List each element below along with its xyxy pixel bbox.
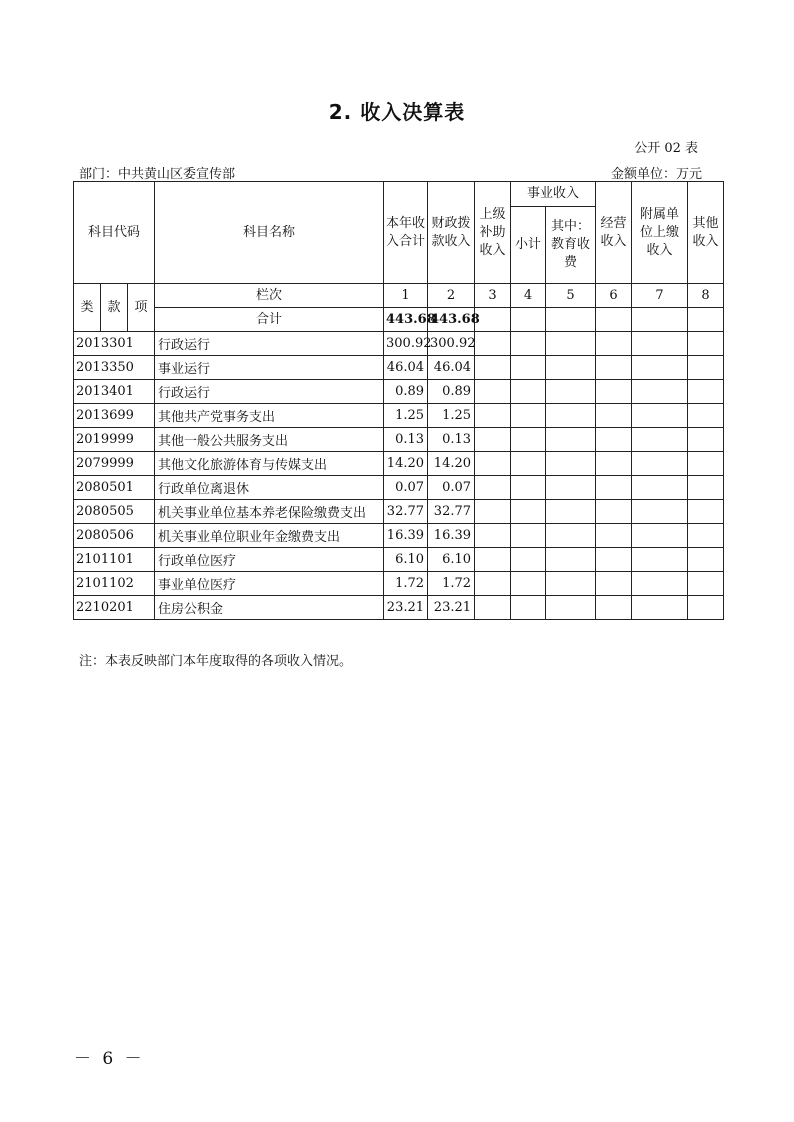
header-lanci: 栏次 <box>155 284 384 308</box>
table-row <box>74 500 724 524</box>
row-c1: 46.04 <box>384 356 428 380</box>
empty-cell <box>475 332 511 356</box>
empty-cell <box>511 476 546 500</box>
table-row <box>74 572 724 596</box>
row-c1: 0.13 <box>384 428 428 452</box>
empty-cell <box>632 332 688 356</box>
row-code: 2080505 <box>74 500 155 524</box>
empty-cell <box>688 476 724 500</box>
row-code: 2013350 <box>74 356 155 380</box>
empty-cell <box>475 428 511 452</box>
header-lei: 类 <box>74 284 101 332</box>
empty-cell <box>511 572 546 596</box>
empty-cell <box>475 308 511 332</box>
row-name: 行政单位离退休 <box>155 476 384 500</box>
empty-cell <box>596 356 632 380</box>
empty-cell <box>475 380 511 404</box>
table-row <box>74 524 724 548</box>
empty-cell <box>475 548 511 572</box>
empty-cell <box>632 308 688 332</box>
unit-label: 金额单位：万元 <box>610 167 702 182</box>
empty-cell <box>511 524 546 548</box>
empty-cell <box>596 428 632 452</box>
empty-cell <box>546 428 596 452</box>
empty-cell <box>475 404 511 428</box>
empty-cell <box>688 500 724 524</box>
table-row <box>74 332 724 356</box>
empty-cell <box>596 524 632 548</box>
row-c2: 32.77 <box>428 500 475 524</box>
row-code: 2101101 <box>74 548 155 572</box>
row-c1: 1.72 <box>384 572 428 596</box>
header-code: 科目代码 <box>74 182 155 284</box>
empty-cell <box>632 524 688 548</box>
empty-cell <box>632 428 688 452</box>
empty-cell <box>475 596 511 620</box>
empty-cell <box>546 596 596 620</box>
empty-cell <box>688 524 724 548</box>
department-label: 部门：中共黄山区委宣传部 <box>79 167 236 182</box>
header-c3: 上级补助收入 <box>475 182 511 284</box>
empty-cell <box>511 332 546 356</box>
row-name: 行政运行 <box>155 380 384 404</box>
empty-cell <box>688 572 724 596</box>
empty-cell <box>511 356 546 380</box>
empty-cell <box>688 332 724 356</box>
table-row <box>74 404 724 428</box>
row-code: 2210201 <box>74 596 155 620</box>
row-c2: 6.10 <box>428 548 475 572</box>
table-row <box>74 452 724 476</box>
form-number: 公开 02 表 <box>634 141 698 156</box>
column-number: 6 <box>596 284 632 308</box>
empty-cell <box>475 572 511 596</box>
row-code: 2013699 <box>74 404 155 428</box>
total-row <box>74 308 724 332</box>
column-number: 8 <box>688 284 724 308</box>
empty-cell <box>632 356 688 380</box>
header-c1: 本年收入合计 <box>384 182 428 284</box>
empty-cell <box>688 404 724 428</box>
row-c2: 1.72 <box>428 572 475 596</box>
total-c2: 443.68 <box>428 308 475 332</box>
table-note: 注：本表反映部门本年度取得的各项收入情况。 <box>79 654 353 669</box>
header-c8: 其他收入 <box>688 182 724 284</box>
row-c2: 0.89 <box>428 380 475 404</box>
empty-cell <box>546 572 596 596</box>
header-c2: 财政拨款收入 <box>428 182 475 284</box>
empty-cell <box>632 380 688 404</box>
row-c1: 23.21 <box>384 596 428 620</box>
empty-cell <box>546 476 596 500</box>
column-number: 7 <box>632 284 688 308</box>
empty-cell <box>546 524 596 548</box>
empty-cell <box>632 572 688 596</box>
empty-cell <box>688 548 724 572</box>
row-c2: 0.13 <box>428 428 475 452</box>
row-c2: 14.20 <box>428 452 475 476</box>
empty-cell <box>546 332 596 356</box>
row-c1: 6.10 <box>384 548 428 572</box>
row-c2: 1.25 <box>428 404 475 428</box>
row-code: 2079999 <box>74 452 155 476</box>
empty-cell <box>546 308 596 332</box>
header-row-1 <box>74 182 724 207</box>
empty-cell <box>511 308 546 332</box>
row-c1: 1.25 <box>384 404 428 428</box>
empty-cell <box>511 452 546 476</box>
empty-cell <box>632 404 688 428</box>
empty-cell <box>546 452 596 476</box>
row-code: 2080501 <box>74 476 155 500</box>
row-code: 2101102 <box>74 572 155 596</box>
table-row <box>74 380 724 404</box>
empty-cell <box>511 596 546 620</box>
row-name: 机关事业单位基本养老保险缴费支出 <box>155 500 384 524</box>
empty-cell <box>688 380 724 404</box>
column-number: 3 <box>475 284 511 308</box>
row-name: 其他一般公共服务支出 <box>155 428 384 452</box>
row-code: 2013301 <box>74 332 155 356</box>
empty-cell <box>596 596 632 620</box>
page-number: － 6 － <box>74 1049 145 1069</box>
header-xiang: 项 <box>128 284 155 332</box>
empty-cell <box>546 380 596 404</box>
row-c2: 300.92 <box>428 332 475 356</box>
empty-cell <box>511 428 546 452</box>
row-c1: 0.07 <box>384 476 428 500</box>
empty-cell <box>596 332 632 356</box>
row-c1: 32.77 <box>384 500 428 524</box>
header-c6: 经营收入 <box>596 182 632 284</box>
row-name: 行政单位医疗 <box>155 548 384 572</box>
empty-cell <box>511 500 546 524</box>
page-title: 2. 收入决算表 <box>328 100 466 124</box>
empty-cell <box>596 308 632 332</box>
income-table <box>73 181 724 620</box>
empty-cell <box>688 452 724 476</box>
empty-cell <box>688 428 724 452</box>
header-c5: 其中：教育收费 <box>546 207 596 284</box>
empty-cell <box>475 356 511 380</box>
empty-cell <box>632 476 688 500</box>
header-heji: 合计 <box>155 308 384 332</box>
empty-cell <box>546 356 596 380</box>
empty-cell <box>688 356 724 380</box>
table-row <box>74 476 724 500</box>
empty-cell <box>596 380 632 404</box>
column-number: 2 <box>428 284 475 308</box>
row-name: 住房公积金 <box>155 596 384 620</box>
empty-cell <box>596 572 632 596</box>
total-c1: 443.68 <box>384 308 428 332</box>
empty-cell <box>546 404 596 428</box>
row-c2: 46.04 <box>428 356 475 380</box>
row-name: 事业单位医疗 <box>155 572 384 596</box>
row-c1: 0.89 <box>384 380 428 404</box>
empty-cell <box>632 548 688 572</box>
column-number: 1 <box>384 284 428 308</box>
empty-cell <box>511 548 546 572</box>
empty-cell <box>688 308 724 332</box>
empty-cell <box>475 476 511 500</box>
empty-cell <box>596 404 632 428</box>
row-c2: 0.07 <box>428 476 475 500</box>
table-row <box>74 596 724 620</box>
column-number: 4 <box>511 284 546 308</box>
header-shiye: 事业收入 <box>511 182 596 207</box>
table-row <box>74 356 724 380</box>
empty-cell <box>475 452 511 476</box>
empty-cell <box>632 452 688 476</box>
row-code: 2013401 <box>74 380 155 404</box>
row-name: 其他文化旅游体育与传媒支出 <box>155 452 384 476</box>
empty-cell <box>688 596 724 620</box>
row-name: 其他共产党事务支出 <box>155 404 384 428</box>
empty-cell <box>511 404 546 428</box>
row-name: 行政运行 <box>155 332 384 356</box>
empty-cell <box>596 452 632 476</box>
empty-cell <box>596 476 632 500</box>
row-c1: 300.92 <box>384 332 428 356</box>
header-c4: 小计 <box>511 207 546 284</box>
empty-cell <box>546 500 596 524</box>
column-number-row <box>74 284 724 308</box>
empty-cell <box>632 500 688 524</box>
row-c1: 14.20 <box>384 452 428 476</box>
empty-cell <box>596 548 632 572</box>
table-row <box>74 548 724 572</box>
row-c1: 16.39 <box>384 524 428 548</box>
empty-cell <box>546 548 596 572</box>
empty-cell <box>596 500 632 524</box>
row-c2: 16.39 <box>428 524 475 548</box>
row-code: 2080506 <box>74 524 155 548</box>
header-c7: 附属单位上缴收入 <box>632 182 688 284</box>
empty-cell <box>475 500 511 524</box>
row-name: 机关事业单位职业年金缴费支出 <box>155 524 384 548</box>
header-kuan: 款 <box>101 284 128 332</box>
table-row <box>74 428 724 452</box>
empty-cell <box>511 380 546 404</box>
empty-cell <box>475 524 511 548</box>
column-number: 5 <box>546 284 596 308</box>
empty-cell <box>632 596 688 620</box>
row-code: 2019999 <box>74 428 155 452</box>
header-name: 科目名称 <box>155 182 384 284</box>
row-c2: 23.21 <box>428 596 475 620</box>
row-name: 事业运行 <box>155 356 384 380</box>
